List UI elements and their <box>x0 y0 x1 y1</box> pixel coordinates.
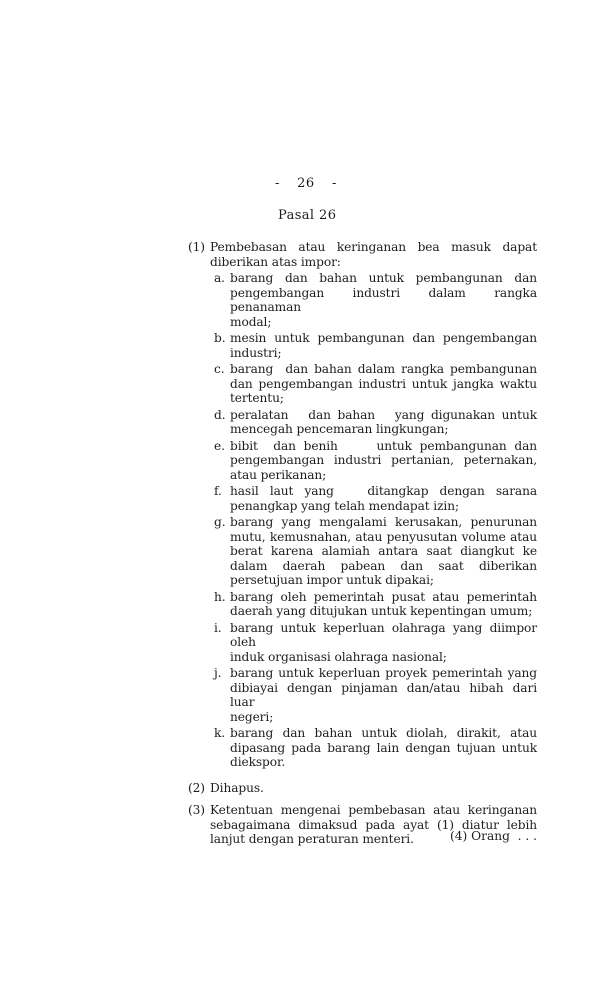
text-line: barang dan bahan untuk pembangunan dan <box>230 271 537 285</box>
subclause-item <box>214 726 537 770</box>
clause-marker: (1) <box>188 240 205 254</box>
text-line: barang dan bahan dalam rangka pembangunan <box>230 362 537 376</box>
clause-text <box>210 781 537 796</box>
subclause-item <box>214 515 537 588</box>
subclause-text <box>230 590 537 619</box>
subclause-marker: g. <box>214 515 226 529</box>
subclause-marker: a. <box>214 271 225 285</box>
text-line: Dihapus. <box>210 780 264 795</box>
subclause-text <box>230 666 537 724</box>
text-line: peralatan dan bahan yang digunakan untuk <box>230 407 537 422</box>
text-line: lanjut dengan peraturan menteri. <box>210 832 414 846</box>
subclause-marker: h. <box>214 589 226 604</box>
text-line: mutu, kemusnahan, atau penyusutan volume atau <box>230 529 537 544</box>
subclause-text <box>230 726 537 770</box>
subclause-text <box>230 439 537 483</box>
text-line: mesin untuk pembangunan dan pengembangan <box>230 331 537 345</box>
text-line: hasil laut yang ditangkap dengan sarana <box>230 484 537 498</box>
subclause-marker: b. <box>214 331 226 345</box>
text-line: daerah yang ditujukan untuk kepentingan umum; <box>230 604 533 618</box>
text-line: Pembebasan atau keringanan bea masuk dapat <box>210 240 537 254</box>
subclause-item <box>214 590 537 619</box>
subclause-item <box>214 331 537 360</box>
subclause-item <box>214 666 537 724</box>
subclause-marker: f. <box>214 484 222 498</box>
text-line: bibit dan benih untuk pembangunan dan <box>230 438 537 453</box>
subclause-item <box>214 362 537 406</box>
clause-text <box>210 240 537 770</box>
text-line: barang untuk keperluan olahraga yang diimpor oleh <box>230 620 537 649</box>
text-line: dalam daerah pabean dan saat diberikan <box>230 558 537 573</box>
text-line: berat karena alamiah antara saat diangkut ke <box>230 544 537 558</box>
subclause-text <box>230 331 537 360</box>
clause-marker: (3) <box>188 803 205 817</box>
subclause-item <box>214 484 537 513</box>
text-line: dan pengembangan industri untuk jangka waktu <box>230 376 537 391</box>
subclause-text <box>230 408 537 437</box>
text-line: industri; <box>230 345 282 360</box>
subclause-item <box>214 408 537 437</box>
subclause-item <box>214 621 537 665</box>
subclause-marker: i. <box>214 620 222 635</box>
clause-marker: (2) <box>188 780 205 795</box>
subclause-text <box>230 271 537 329</box>
catchword: (4) Orang . . . <box>450 829 537 843</box>
clause-item <box>188 781 537 796</box>
text-line: persetujuan impor untuk dipakai; <box>230 573 434 587</box>
text-line: Ketentuan mengenai pembebasan atau keringanan <box>210 803 537 817</box>
article-body <box>188 240 537 849</box>
text-line: induk organisasi olahraga nasional; <box>230 649 447 664</box>
subclause-text <box>230 484 537 513</box>
text-line: pengembangan industri pertanian, peternakan, <box>230 453 537 467</box>
clause-item <box>188 240 537 770</box>
subclause-text <box>230 362 537 406</box>
text-line: barang untuk keperluan proyek pemerintah yang <box>230 666 537 680</box>
subclause-item <box>214 439 537 483</box>
article-title: Pasal 26 <box>278 208 337 223</box>
clause-sublist <box>210 271 537 770</box>
subclause-text <box>230 621 537 665</box>
text-line: dibiayai dengan pinjaman dan/atau hibah dari luar <box>230 680 537 709</box>
page-number: - 26 - <box>275 176 337 191</box>
subclause-marker: e. <box>214 438 225 453</box>
subclause-text <box>230 515 537 588</box>
text-line: diekspor. <box>230 755 286 769</box>
text-line: negeri; <box>230 709 274 724</box>
text-line: atau perikanan; <box>230 467 327 482</box>
text-line: diberikan atas impor: <box>210 254 341 269</box>
subclause-marker: d. <box>214 407 226 422</box>
text-line: sebagaimana dimaksud pada ayat (1) diatur lebih <box>210 817 537 832</box>
text-line: pengembangan industri dalam rangka penanaman <box>230 285 537 314</box>
text-line: tertentu; <box>230 391 284 405</box>
subclause-marker: j. <box>214 666 222 680</box>
subclause-marker: k. <box>214 726 226 740</box>
text-line: barang yang mengalami kerusakan, penurunan <box>230 515 537 529</box>
text-line: barang oleh pemerintah pusat atau pemerintah <box>230 589 537 604</box>
subclause-marker: c. <box>214 362 225 376</box>
text-line: dipasang pada barang lain dengan tujuan untuk <box>230 740 537 755</box>
text-line: modal; <box>230 314 272 329</box>
text-line: mencegah pencemaran lingkungan; <box>230 422 449 436</box>
subclause-item <box>214 271 537 329</box>
text-line: penangkap yang telah mendapat izin; <box>230 498 459 513</box>
text-line: barang dan bahan untuk diolah, dirakit, atau <box>230 726 537 740</box>
